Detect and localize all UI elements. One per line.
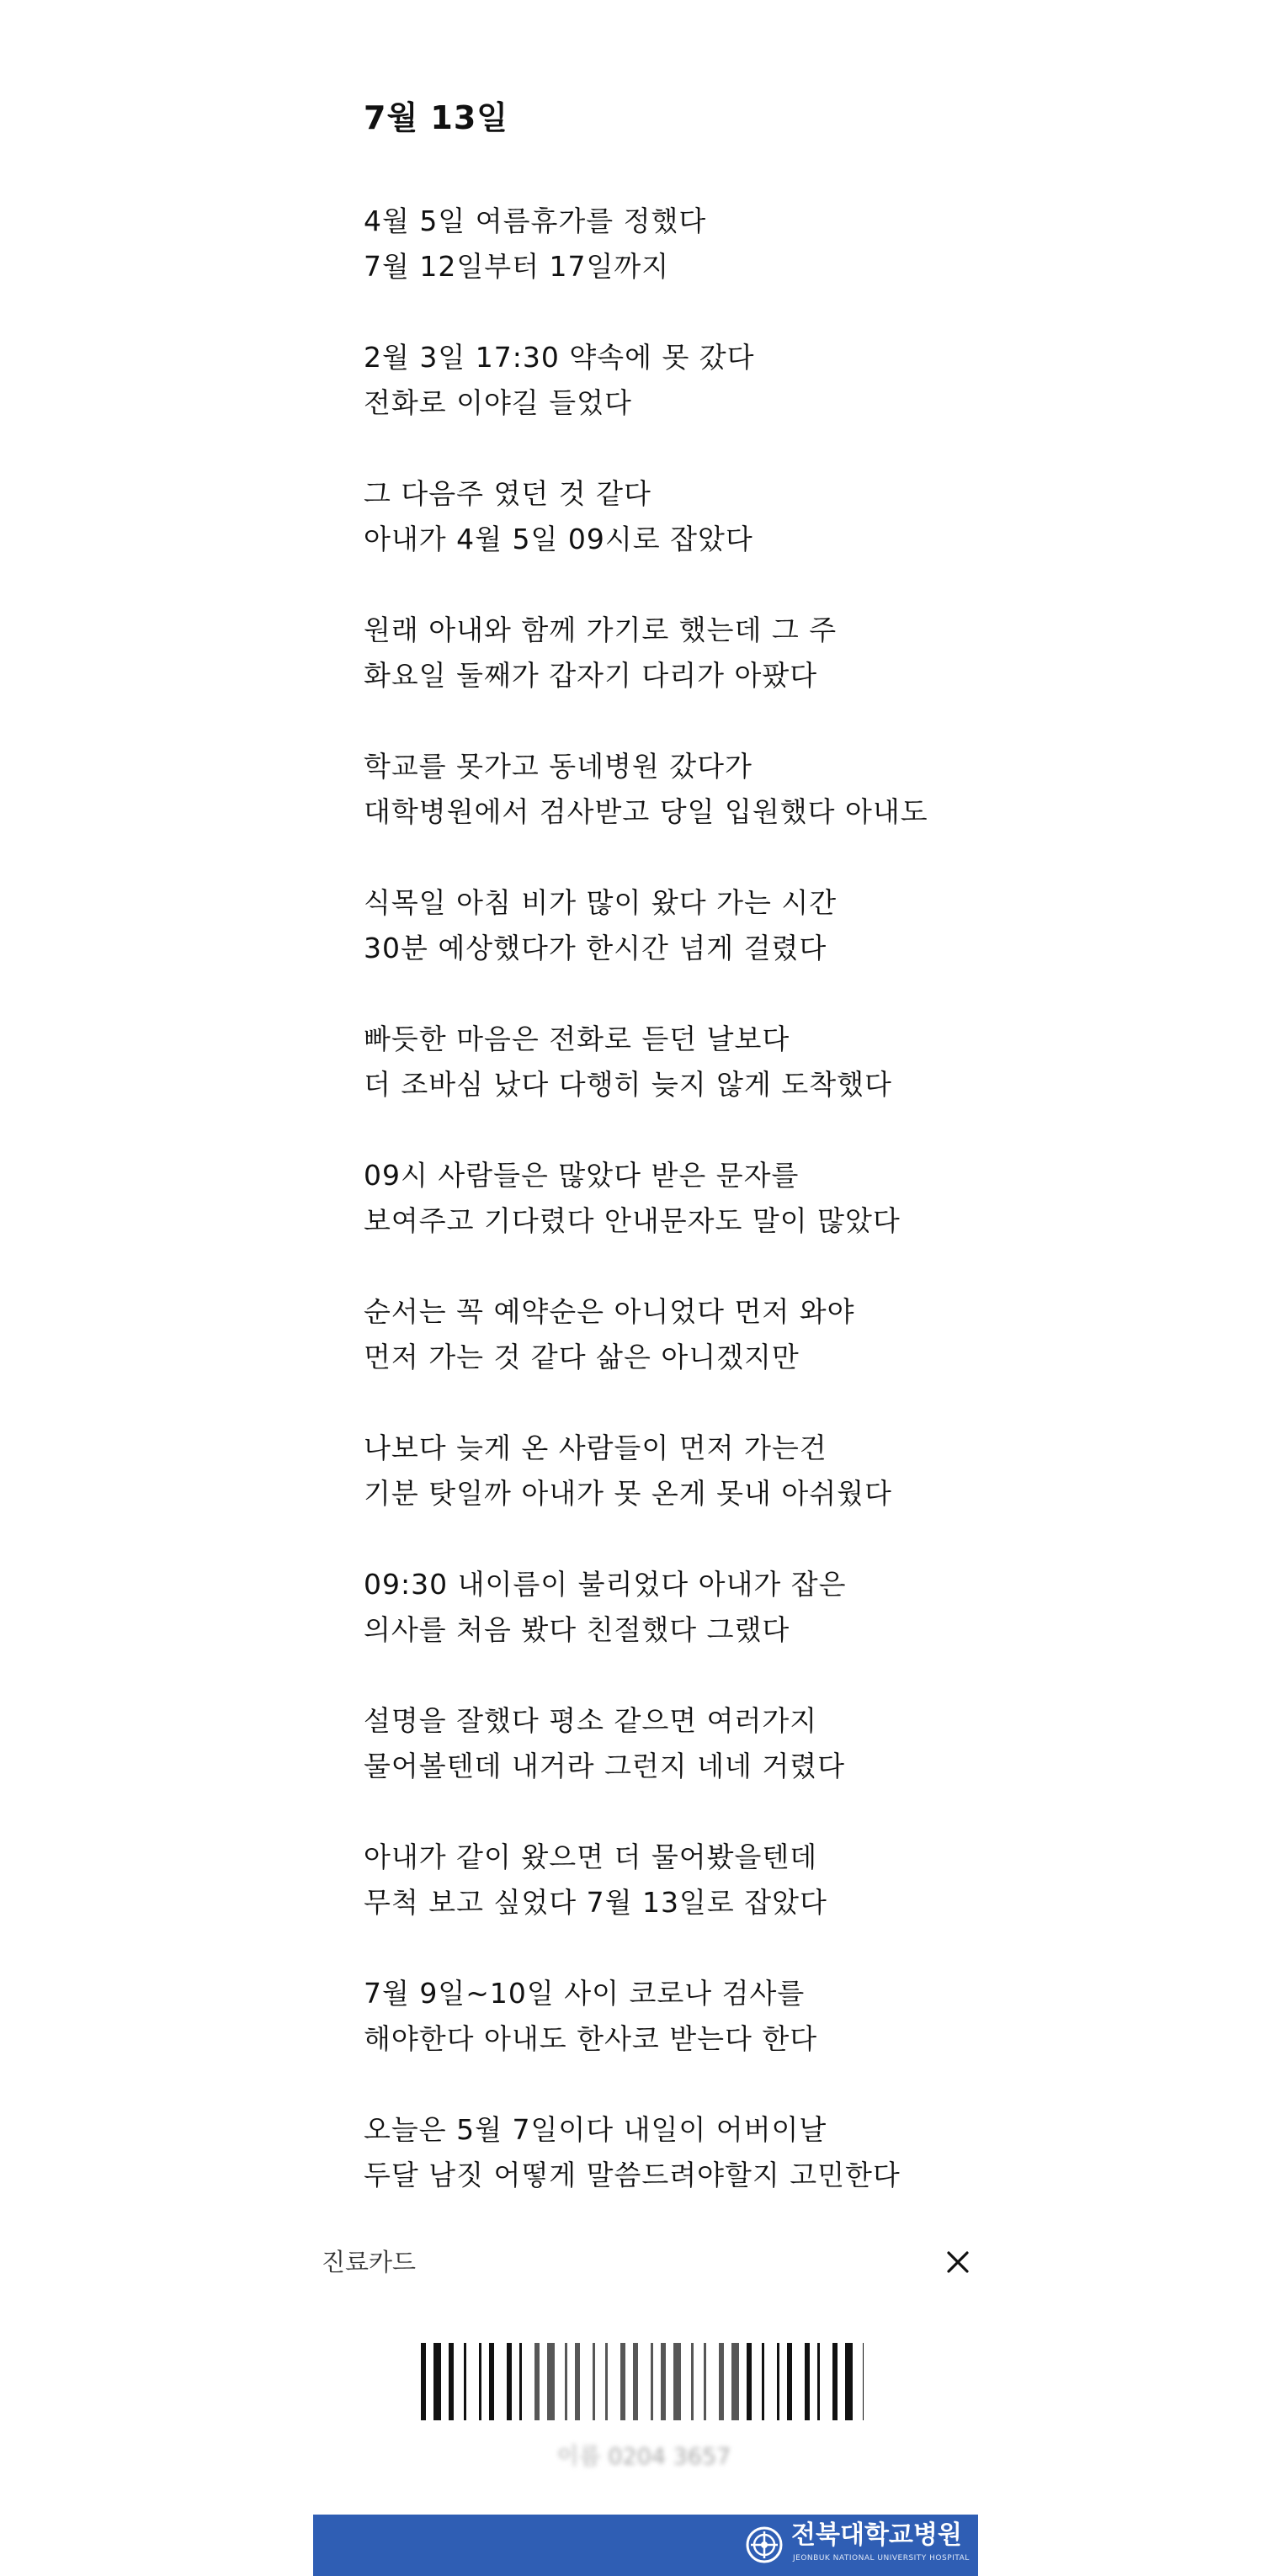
barcode-bar [661, 2343, 666, 2420]
barcode-bar [691, 2343, 694, 2420]
barcode-bar [719, 2343, 724, 2420]
poem-line: 아내가 같이 왔으면 더 물어봤을텐데 [364, 1840, 818, 1873]
hospital-logo-icon [746, 2526, 783, 2563]
poem-line: 순서는 꼭 예약순은 아니었다 먼저 와야 [364, 1295, 855, 1328]
poem-line: 4월 5일 여름휴가를 정했다 [364, 204, 707, 237]
barcode-bar [620, 2343, 625, 2420]
poem-line: 09:30 내이름이 불리었다 아내가 잡은 [364, 1568, 847, 1601]
stanza [364, 1698, 1003, 1835]
poem-line: 먼저 가는 것 같다 삶은 아니겠지만 [364, 1341, 800, 1373]
poem-line: 7월 12일부터 17일까지 [364, 250, 670, 283]
stanza [364, 1017, 1003, 1153]
barcode-bar [433, 2343, 441, 2420]
barcode-bar [863, 2343, 864, 2420]
barcode-bar [449, 2343, 454, 2420]
barcode-bar [805, 2343, 810, 2420]
barcode-bar [421, 2343, 426, 2420]
poem-line: 대학병원에서 검사받고 당일 입원했다 아내도 [364, 795, 928, 828]
barcode-bar [565, 2343, 567, 2420]
poem-line: 학교를 못가고 동네병원 갔다가 [364, 750, 752, 783]
barcode-bar [747, 2343, 752, 2420]
poem-line: 전화로 이야길 들었다 [364, 386, 632, 419]
barcode-bar [507, 2343, 512, 2420]
barcode-bar [731, 2343, 739, 2420]
stanza [364, 1971, 1003, 2107]
barcode-bar [777, 2343, 779, 2420]
close-button[interactable] [939, 2244, 976, 2281]
poem-line: 설명을 잘했다 평소 같으면 여러가지 [364, 1704, 818, 1737]
hospital-name-en: JEONBUK NATIONAL UNIVERSITY HOSPITAL [793, 2554, 970, 2563]
stanza [364, 1426, 1003, 1562]
poem-line: 기분 탓일까 아내가 못 온게 못내 아쉬웠다 [364, 1477, 892, 1510]
barcode-bar [651, 2343, 653, 2420]
hospital-name: 전북대학교병원 [791, 2520, 962, 2550]
poem-line: 보여주고 기다렸다 안내문자도 말이 많았다 [364, 1204, 901, 1237]
barcode-bar [845, 2343, 853, 2420]
barcode-number: 이름 0204 3657 [556, 2444, 731, 2470]
barcode-bar [832, 2343, 838, 2420]
poem-line: 09시 사람들은 많았다 받은 문자를 [364, 1159, 800, 1192]
stanza [364, 608, 1003, 744]
card-title: 진료카드 [322, 2248, 417, 2276]
barcode-bar [762, 2343, 764, 2420]
poem-line: 그 다음주 였던 것 같다 [364, 477, 651, 510]
barcode-bar [479, 2343, 481, 2420]
poem-line: 원래 아내와 함께 가기로 했는데 그 주 [364, 613, 838, 646]
poem-line: 식목일 아침 비가 많이 왔다 가는 시간 [364, 886, 838, 919]
barcode-bar [787, 2343, 792, 2420]
stanza [364, 880, 1003, 1017]
poem-line: 아내가 4월 5일 09시로 잡았다 [364, 523, 753, 555]
stanza [364, 2107, 1003, 2244]
barcode-bar [593, 2343, 595, 2420]
poem-line: 해야한다 아내도 한사코 받는다 한다 [364, 2022, 818, 2055]
poem-line: 화요일 둘째가 갑자기 다리가 아팠다 [364, 659, 818, 692]
poem-line: 7월 9일~10일 사이 코로나 검사를 [364, 1977, 806, 2010]
stanza [364, 335, 1003, 471]
poem-line: 오늘은 5월 7일이다 내일이 어버이날 [364, 2113, 827, 2146]
barcode [421, 2343, 864, 2420]
barcode-bar [817, 2343, 820, 2420]
barcode-bar [704, 2343, 706, 2420]
poem-line: 물어볼텐데 내거라 그런지 네네 거렸다 [364, 1750, 846, 1782]
poem-title: 7월 13일 [364, 99, 508, 136]
poem-line: 2월 3일 17:30 약속에 못 갔다 [364, 341, 755, 374]
barcode-bar [547, 2343, 555, 2420]
poem-line: 30분 예상했다가 한시간 넘게 걸렸다 [364, 932, 827, 964]
stanza [364, 744, 1003, 880]
barcode-bar [605, 2343, 608, 2420]
poem-line: 의사를 처음 봤다 친절했다 그랬다 [364, 1613, 790, 1646]
poem-line: 나보다 늦게 온 사람들이 먼저 가는건 [364, 1431, 827, 1464]
barcode-bar [673, 2343, 681, 2420]
stanza [364, 471, 1003, 608]
poem-body [364, 199, 1003, 2244]
poem-line: 빠듯한 마음은 전화로 듣던 날보다 [364, 1022, 790, 1055]
poem-line: 두달 남짓 어떻게 말씀드려야할지 고민한다 [364, 2159, 901, 2191]
barcode-bar [489, 2343, 494, 2420]
card-header [313, 2239, 978, 2287]
barcode-bar [534, 2343, 540, 2420]
stanza [364, 1562, 1003, 1698]
close-icon [939, 2244, 976, 2281]
barcode-bar [519, 2343, 522, 2420]
barcode-bar [575, 2343, 580, 2420]
stanza [364, 199, 1003, 335]
stanza [364, 1153, 1003, 1289]
stanza [364, 1289, 1003, 1426]
stanza [364, 1835, 1003, 1971]
barcode-bar [464, 2343, 466, 2420]
barcode-bar [633, 2343, 638, 2420]
poem-line: 더 조바심 났다 다행히 늦지 않게 도착했다 [364, 1068, 892, 1101]
hospital-banner [313, 2515, 978, 2576]
poem-line: 무척 보고 싶었다 7월 13일로 잡았다 [364, 1886, 827, 1919]
